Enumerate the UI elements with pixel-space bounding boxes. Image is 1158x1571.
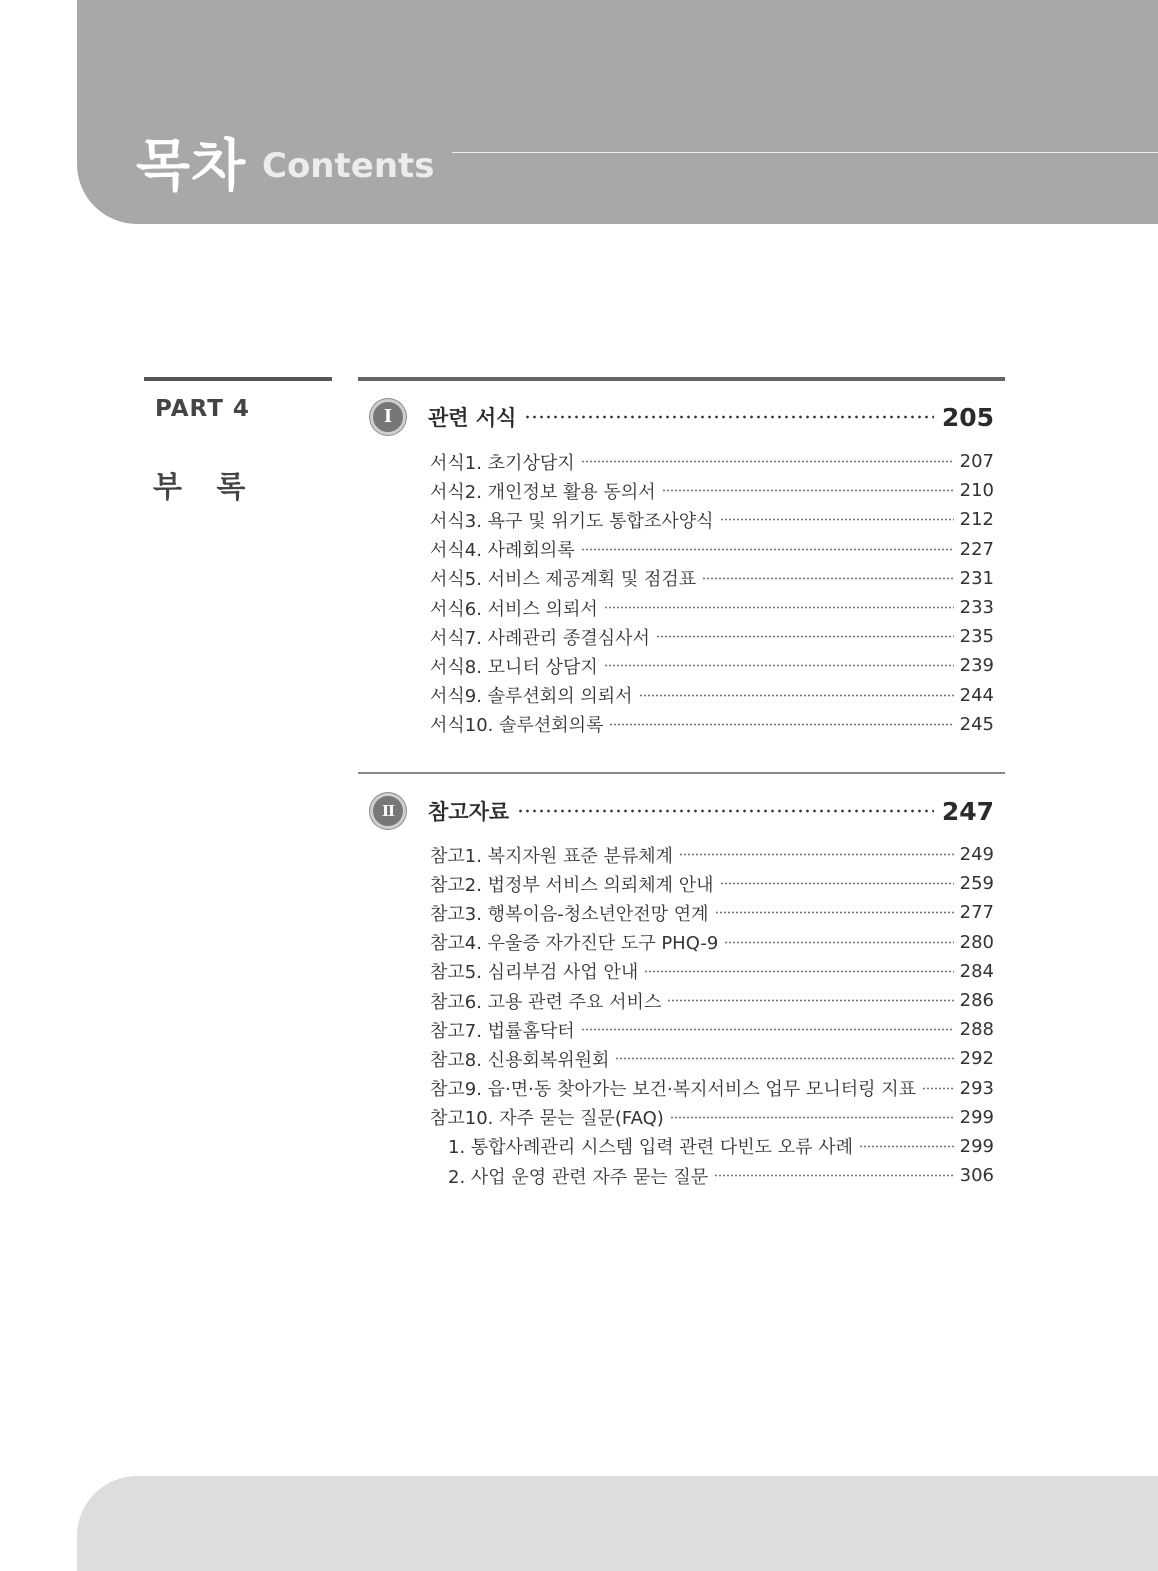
section-heading[interactable] bbox=[428, 400, 994, 434]
toc-entry[interactable] bbox=[430, 957, 994, 986]
toc-entry-page: 280 bbox=[959, 931, 994, 953]
toc-entry-page: 293 bbox=[959, 1077, 994, 1099]
roman-numeral-badge: II bbox=[370, 793, 406, 829]
part-label: PART 4 bbox=[155, 396, 250, 422]
toc-entry[interactable] bbox=[430, 1074, 994, 1103]
leader-dots bbox=[524, 415, 933, 419]
toc-entry-page: 306 bbox=[959, 1165, 994, 1187]
section-page: 247 bbox=[941, 796, 994, 826]
part-divider bbox=[144, 377, 332, 381]
toc-subentry[interactable] bbox=[430, 1132, 994, 1161]
toc-entry[interactable] bbox=[430, 898, 994, 927]
section-divider bbox=[358, 377, 1005, 381]
page-title: 목차 bbox=[136, 134, 247, 199]
section-heading[interactable] bbox=[428, 794, 994, 828]
leader-dots bbox=[581, 460, 954, 463]
section-page: 205 bbox=[941, 402, 994, 432]
toc-entry-page: 212 bbox=[959, 509, 994, 531]
toc-entry-label: 서식2. 개인정보 활용 동의서 bbox=[430, 481, 656, 503]
toc-entry-page: 299 bbox=[959, 1106, 994, 1128]
section-title: 관련 서식 bbox=[428, 406, 517, 430]
toc-entry-label: 서식10. 솔루션회의록 bbox=[430, 715, 604, 737]
section-title: 참고자료 bbox=[428, 800, 510, 824]
toc-subentry[interactable] bbox=[430, 1161, 994, 1190]
toc-entry-page: 227 bbox=[959, 538, 994, 560]
section-entries bbox=[430, 840, 994, 1190]
toc-entry[interactable] bbox=[430, 928, 994, 957]
leader-dots bbox=[720, 882, 954, 885]
toc-entry-label: 서식4. 사례회의록 bbox=[430, 540, 575, 562]
toc-entry-page: 286 bbox=[959, 990, 994, 1012]
toc-entry-label: 1. 통합사례관리 시스템 입력 관련 다빈도 오류 사례 bbox=[448, 1137, 853, 1159]
toc-entry-page: 245 bbox=[959, 713, 994, 735]
toc-entry-label: 서식5. 서비스 제공계획 및 점검표 bbox=[430, 569, 697, 591]
toc-entry[interactable] bbox=[430, 869, 994, 898]
leader-dots bbox=[609, 723, 953, 726]
toc-entry-label: 서식6. 서비스 의뢰서 bbox=[430, 598, 598, 620]
toc-entry-label: 참고2. 법정부 서비스 의뢰체계 안내 bbox=[430, 874, 714, 896]
toc-entry-label: 참고8. 신용회복위원회 bbox=[430, 1049, 610, 1071]
leader-dots bbox=[656, 635, 954, 638]
leader-dots bbox=[662, 489, 954, 492]
toc-entry[interactable] bbox=[430, 840, 994, 869]
toc-entry-page: 231 bbox=[959, 567, 994, 589]
toc-entry-label: 참고1. 복지자원 표준 분류체계 bbox=[430, 845, 673, 867]
toc-entry-page: 299 bbox=[959, 1135, 994, 1157]
toc-entry[interactable] bbox=[430, 564, 994, 593]
toc-entry-label: 서식7. 사례관리 종결심사서 bbox=[430, 627, 650, 649]
roman-numeral-badge: I bbox=[370, 399, 406, 435]
toc-entry-label: 참고9. 읍·면·동 찾아가는 보건·복지서비스 업무 모니터링 지표 bbox=[430, 1079, 916, 1101]
page-subtitle: Contents bbox=[262, 146, 435, 186]
toc-entry-label: 서식3. 욕구 및 위기도 통합조사양식 bbox=[430, 510, 714, 532]
toc-entry[interactable] bbox=[430, 505, 994, 534]
leader-dots bbox=[639, 694, 954, 697]
leader-dots bbox=[667, 999, 953, 1002]
toc-entry[interactable] bbox=[430, 1044, 994, 1073]
leader-dots bbox=[715, 911, 954, 914]
toc-entry-page: 233 bbox=[959, 597, 994, 619]
leader-dots bbox=[604, 606, 954, 609]
leader-dots bbox=[922, 1087, 954, 1090]
toc-entry[interactable] bbox=[430, 593, 994, 622]
toc-entry-page: 249 bbox=[959, 844, 994, 866]
leader-dots bbox=[604, 664, 954, 667]
toc-entry[interactable] bbox=[430, 710, 994, 739]
toc-entry-page: 239 bbox=[959, 655, 994, 677]
leader-dots bbox=[724, 941, 953, 944]
leader-dots bbox=[517, 809, 934, 813]
leader-dots bbox=[720, 518, 954, 521]
footer-band bbox=[77, 1476, 1158, 1571]
toc-entry-label: 서식9. 솔루션회의 의뢰서 bbox=[430, 686, 633, 708]
toc-entry[interactable] bbox=[430, 1015, 994, 1044]
toc-entry-label: 참고5. 심리부검 사업 안내 bbox=[430, 962, 639, 984]
leader-dots bbox=[679, 853, 954, 856]
toc-entry-label: 2. 사업 운영 관련 자주 묻는 질문 bbox=[448, 1166, 709, 1188]
toc-entry-label: 참고4. 우울증 자가진단 도구 PHQ-9 bbox=[430, 933, 719, 955]
section-divider bbox=[358, 772, 1005, 774]
toc-entry-label: 참고10. 자주 묻는 질문(FAQ) bbox=[430, 1108, 664, 1130]
toc-entry-page: 277 bbox=[959, 902, 994, 924]
toc-entry[interactable] bbox=[430, 447, 994, 476]
toc-entry[interactable] bbox=[430, 622, 994, 651]
toc-entry-page: 284 bbox=[959, 960, 994, 982]
section-entries bbox=[430, 447, 994, 739]
toc-entry-label: 서식8. 모니터 상담지 bbox=[430, 656, 598, 678]
leader-dots bbox=[644, 970, 953, 973]
toc-entry-page: 244 bbox=[959, 684, 994, 706]
toc-entry[interactable] bbox=[430, 986, 994, 1015]
toc-entry[interactable] bbox=[430, 1103, 994, 1132]
toc-entry-page: 292 bbox=[959, 1048, 994, 1070]
toc-entry-label: 참고6. 고용 관련 주요 서비스 bbox=[430, 991, 662, 1013]
leader-dots bbox=[714, 1174, 953, 1177]
toc-entry-label: 참고7. 법률홈닥터 bbox=[430, 1020, 575, 1042]
header-divider bbox=[452, 152, 1158, 153]
part-title: 부 록 bbox=[153, 470, 258, 505]
toc-entry-page: 288 bbox=[959, 1019, 994, 1041]
toc-entry-label: 서식1. 초기상담지 bbox=[430, 452, 575, 474]
leader-dots bbox=[859, 1145, 954, 1148]
leader-dots bbox=[581, 548, 954, 551]
leader-dots bbox=[581, 1028, 954, 1031]
toc-entry[interactable] bbox=[430, 535, 994, 564]
leader-dots bbox=[702, 577, 954, 580]
toc-entry[interactable] bbox=[430, 651, 994, 680]
toc-entry-label: 참고3. 행복이음-청소년안전망 연계 bbox=[430, 903, 709, 925]
leader-dots bbox=[615, 1057, 953, 1060]
toc-entry-page: 210 bbox=[959, 480, 994, 502]
toc-entry-page: 207 bbox=[959, 451, 994, 473]
toc-entry-page: 259 bbox=[959, 873, 994, 895]
toc-entry[interactable] bbox=[430, 476, 994, 505]
toc-entry[interactable] bbox=[430, 681, 994, 710]
leader-dots bbox=[670, 1116, 954, 1119]
toc-entry-page: 235 bbox=[959, 626, 994, 648]
